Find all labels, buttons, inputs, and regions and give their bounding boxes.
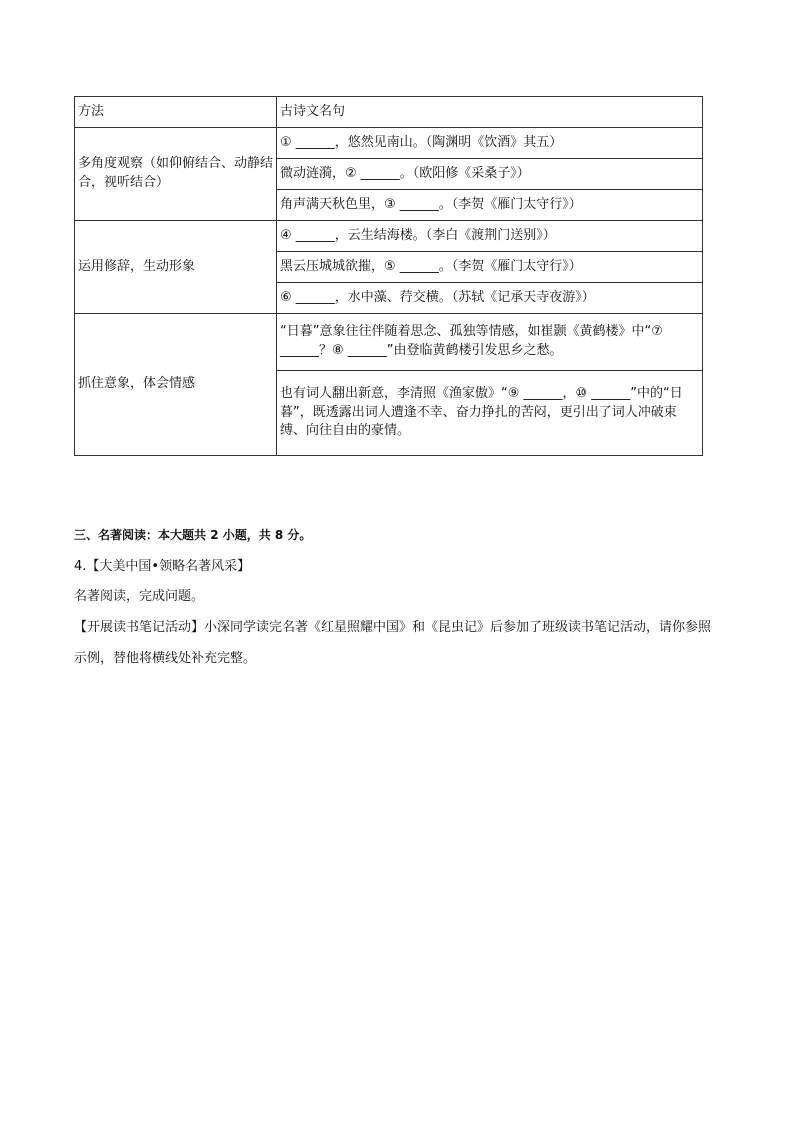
quote-cell: 微动涟漪，② ______。（欧阳修《采桑子》） [277,159,703,190]
activity-text: 小深同学读完名著《红星照耀中国》和《昆虫记》后参加了班级读书笔记活动，请你参照示例，替他将横线处补充完整。 [74,620,712,666]
question-activity [74,612,724,674]
quote-cell: 角声满天秋色里，③ ______。（李贺《雁门太守行》） [277,190,703,221]
question-intro: 名著阅读，完成问题。 [74,589,205,604]
header-quote: 古诗文名句 [277,97,703,128]
poem-methods-table [74,96,703,456]
header-method: 方法 [75,97,277,128]
section-title [74,520,724,550]
quote-cell: “日暮”意象往往伴随着思念、孤独等情感，如崔颢《黄鹤楼》中“⑦ ______？⑧ ______”由登临黄鹤楼引发思乡之愁。 [277,314,703,371]
table-row [75,221,703,252]
table-row [75,314,703,371]
quote-cell: 黑云压城城欲摧，⑤ ______。（李贺《雁门太守行》） [277,252,703,283]
method-cell-observation: 多角度观察（如仰俯结合、动静结合，视听结合） [75,128,277,221]
question-title: 【大美中国•领略名著风采】 [86,559,251,574]
section-title-rest: 本大题共 2 小题，共 8 分。 [158,528,312,542]
table-header-row [75,97,703,128]
quote-cell: ④ ______，云生结海楼。（李白《渡荆门送别》） [277,221,703,252]
question-heading [74,552,724,582]
table-row [75,128,703,159]
section-title-prefix: 三、名著阅读： [74,528,159,542]
method-cell-rhetoric: 运用修辞，生动形象 [75,221,277,314]
quote-cell: ⑥ ______，水中藻、荇交横。（苏轼《记承天寺夜游》） [277,283,703,314]
quote-cell: ① ______，悠然见南山。（陶渊明《饮酒》其五） [277,128,703,159]
activity-label: 【开展读书笔记活动】 [74,620,205,635]
method-cell-imagery: 抓住意象，体会情感 [75,314,277,456]
question-number: 4. [74,559,87,574]
quote-cell: 也有词人翻出新意，李清照《渔家傲》“⑨ ______，⑩ ______”中的“日暮”，既透露出词人遭逢不幸、奋力挣扎的苦闷，更引出了词人冲破束缚、向往自由的豪情。 [277,371,703,456]
